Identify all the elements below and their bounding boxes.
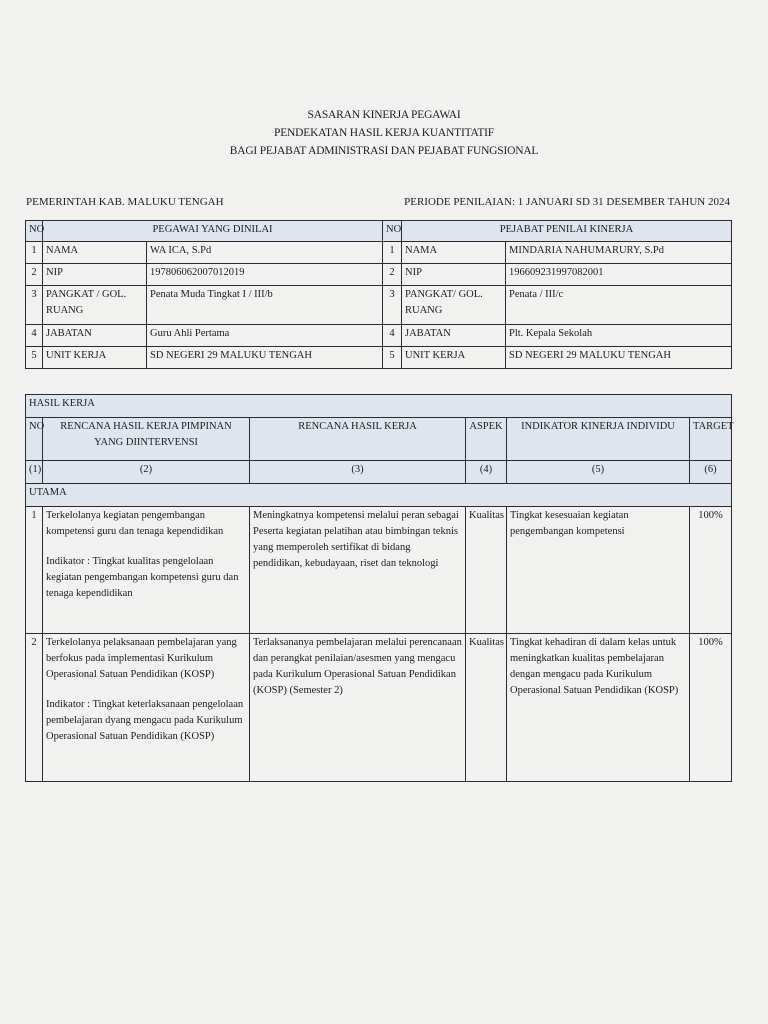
document-header [0, 106, 768, 160]
label-unit: UNIT KERJA [43, 347, 147, 369]
assessment-period: PERIODE PENILAIAN: 1 JANUARI SD 31 DESEMBER TAHUN 2024 [404, 196, 730, 208]
row-number: 1 [26, 507, 43, 634]
subsection-label: UTAMA [26, 484, 732, 507]
col-aspek: ASPEK [466, 418, 507, 461]
assessor-rank: Penata / III/c [506, 286, 732, 325]
col-number: (4) [466, 461, 507, 484]
rhk-pimpinan-text: Terkelolanya kegiatan pengembangan kompetensi guru dan tenaga kependidikan [46, 510, 224, 537]
identity-table [25, 220, 732, 369]
identity-row: 4 JABATAN Guru Ahli Pertama 4 JABATAN Plt. Kepala Sekolah [26, 325, 732, 347]
col-number: (6) [690, 461, 732, 484]
col-indikator: INDIKATOR KINERJA INDIVIDU [507, 418, 690, 461]
target-cell: 100% [690, 507, 732, 634]
label-nip: NIP [402, 264, 506, 286]
col-rhk-pimpinan: RENCANA HASIL KERJA PIMPINAN YANG DIINTERVENSI [43, 418, 250, 461]
col-number: (5) [507, 461, 690, 484]
indikator-pimpinan-text: Indikator : Tingkat keterlaksanaan pengelolaan pembelajaran dyang mengacu pada Kurikulum Operasional Satuan Pendidikan (KOSP) [46, 699, 244, 742]
rhk-pimpinan-cell [43, 634, 250, 782]
indikator-pimpinan-text: Indikator : Tingkat kualitas pengelolaan kegiatan pengembangan kompetensi guru dan tenaga kependidikan [46, 556, 239, 599]
rhk-pimpinan-cell [43, 507, 250, 634]
assessor-name: MINDARIA NAHUMARURY, S.Pd [506, 242, 732, 264]
identity-row: 3 PANGKAT / GOL. RUANG Penata Muda Tingkat I / III/b 3 PANGKAT/ GOL. RUANG Penata / III/c [26, 286, 732, 325]
indikator-cell: Tingkat kesesuaian kegiatan pengembangan kompetensi [507, 507, 690, 634]
government-label: PEMERINTAH KAB. MALUKU TENGAH [26, 196, 224, 208]
rhk-cell: Terlaksananya pembelajaran melalui perencanaan dan perangkat penilaian/asesmen yang mengacu pada Kurikulum Operasional Satuan Pendidikan (KOSP) (Semester 2) [250, 634, 466, 782]
employee-rank: Penata Muda Tingkat I / III/b [147, 286, 383, 325]
employee-unit: SD NEGERI 29 MALUKU TENGAH [147, 347, 383, 369]
doc-subtitle-2: BAGI PEJABAT ADMINISTRASI DAN PEJABAT FUNGSIONAL [229, 145, 539, 157]
label-rank: PANGKAT / GOL. RUANG [43, 286, 147, 325]
table-row [26, 634, 732, 782]
label-position: JABATAN [43, 325, 147, 347]
col-no: NO [26, 418, 43, 461]
col-number: (3) [250, 461, 466, 484]
label-name: NAMA [43, 242, 147, 264]
target-cell: 100% [690, 634, 732, 782]
label-position: JABATAN [402, 325, 506, 347]
row-number: 2 [26, 634, 43, 782]
label-unit: UNIT KERJA [402, 347, 506, 369]
label-name: NAMA [402, 242, 506, 264]
assessor-position: Plt. Kepala Sekolah [506, 325, 732, 347]
rhk-cell: Meningkatnya kompetensi melalui peran sebagai Peserta kegiatan pelatihan atau bimbingan teknis yang memperoleh sertifikat di bidang pendidikan, kebudayaan, riset dan teknologi [250, 507, 466, 634]
employee-nip: 197806062007012019 [147, 264, 383, 286]
table-row [26, 507, 732, 634]
assessor-nip: 196609231997082001 [506, 264, 732, 286]
employee-position: Guru Ahli Pertama [147, 325, 383, 347]
col-rhk: RENCANA HASIL KERJA [250, 418, 466, 461]
aspek-cell: Kualitas [466, 507, 507, 634]
col-target: TARGET [690, 418, 732, 461]
work-results-table [25, 394, 732, 782]
employee-name: WA ICA, S.Pd [147, 242, 383, 264]
identity-row: 5 UNIT KERJA SD NEGERI 29 MALUKU TENGAH 5 UNIT KERJA SD NEGERI 29 MALUKU TENGAH [26, 347, 732, 369]
section-label: HASIL KERJA [26, 395, 732, 418]
assessor-unit: SD NEGERI 29 MALUKU TENGAH [506, 347, 732, 369]
col-no-left: NO [26, 221, 43, 242]
rhk-pimpinan-text: Terkelolanya pelaksanaan pembelajaran yang berfokus pada implementasi Kurikulum Operasional Satuan Pendidikan (KOSP) [46, 637, 237, 680]
col-number: (1) [26, 461, 43, 484]
identity-row: 2 NIP 197806062007012019 2 NIP 196609231997082001 [26, 264, 732, 286]
col-no-right: NO [383, 221, 402, 242]
identity-row: 1 NAMA WA ICA, S.Pd 1 NAMA MINDARIA NAHUMARURY, S.Pd [26, 242, 732, 264]
label-rank: PANGKAT/ GOL. RUANG [402, 286, 506, 325]
col-number: (2) [43, 461, 250, 484]
indikator-cell: Tingkat kehadiran di dalam kelas untuk meningkatkan kualitas pembelajaran dengan mengacu pada Kurikulum Operasional Satuan Pendidikan (KOSP) [507, 634, 690, 782]
doc-title: SASARAN KINERJA PEGAWAI [307, 109, 461, 121]
aspek-cell: Kualitas [466, 634, 507, 782]
doc-subtitle-1: PENDEKATAN HASIL KERJA KUANTITATIF [274, 127, 494, 139]
assessor-header: PEJABAT PENILAI KINERJA [402, 221, 732, 242]
employee-header: PEGAWAI YANG DINILAI [43, 221, 383, 242]
label-nip: NIP [43, 264, 147, 286]
